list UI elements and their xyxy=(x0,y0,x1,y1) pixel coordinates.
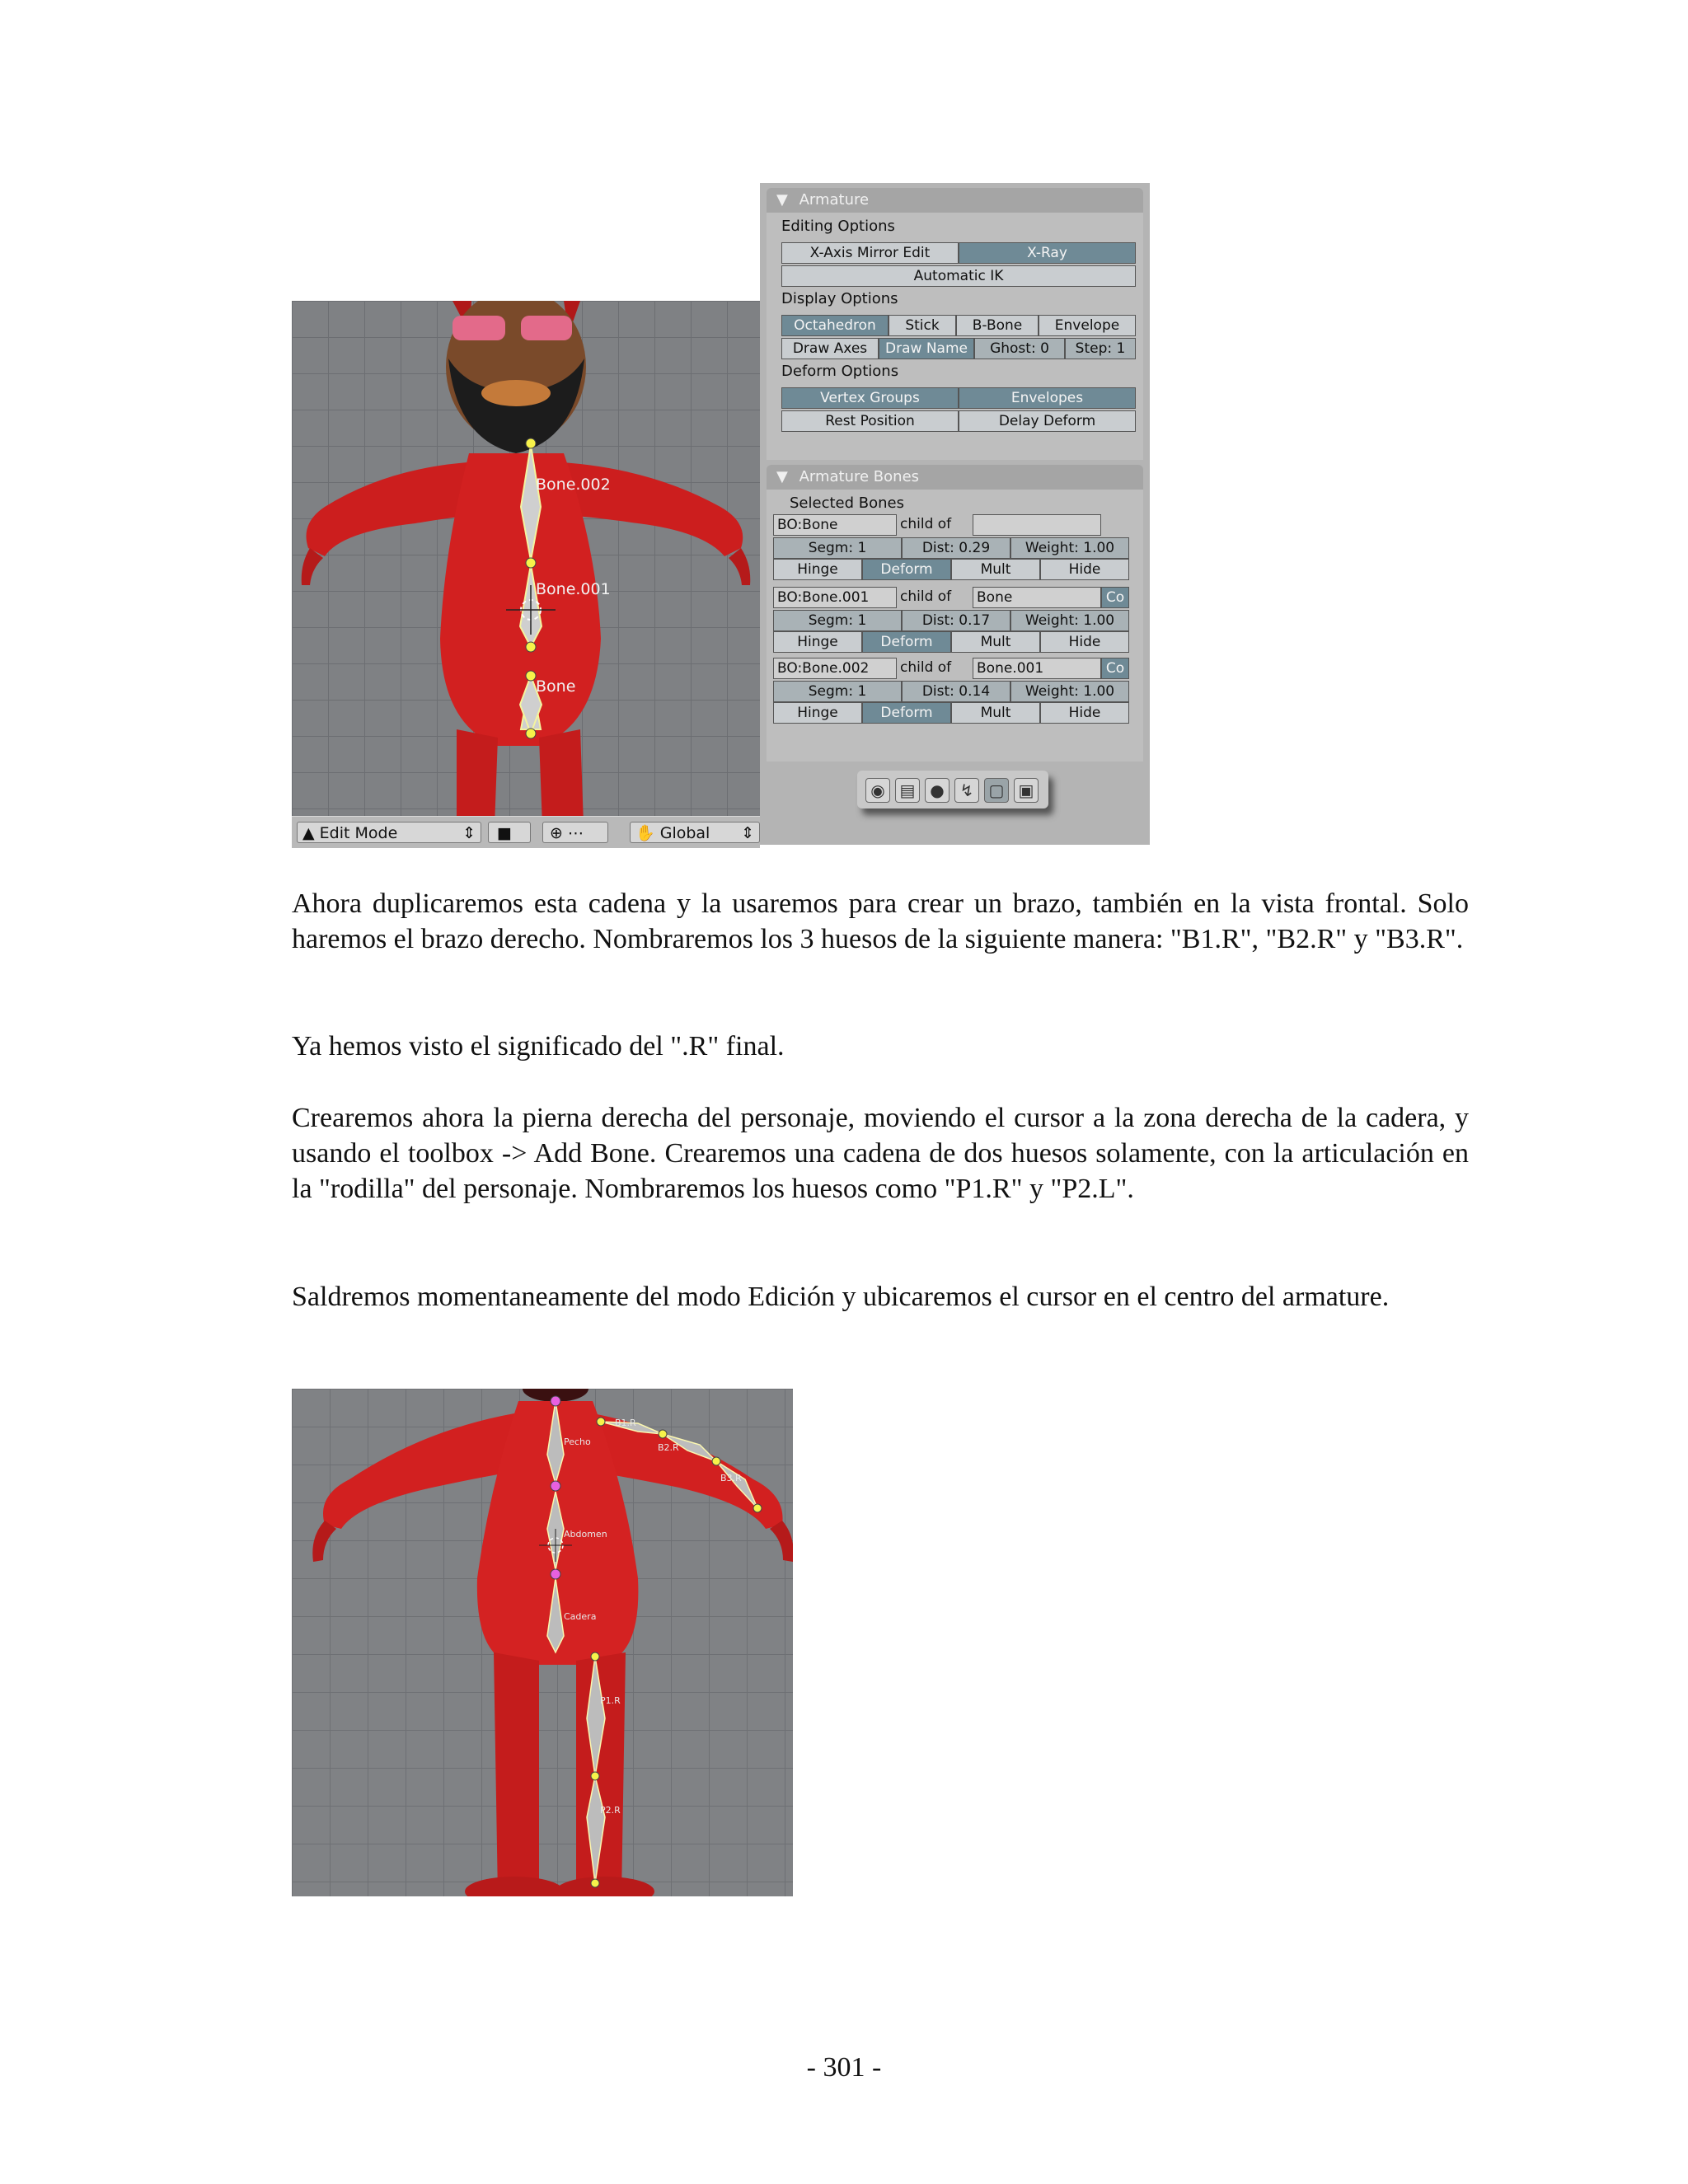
segm-field[interactable]: Segm: 1 xyxy=(773,681,902,702)
delay-deform-button[interactable]: Delay Deform xyxy=(959,410,1136,432)
object-icon[interactable]: ↯ xyxy=(954,778,979,803)
paragraph: Crearemos ahora la pierna derecha del personaje, moviendo el cursor a la zona derecha de la cadera, y usando el toolbox -> Add Bone. Crearemos una cadena de dos huesos solamente, con la articulación en la "rodilla" del personaje. Nombraremos los huesos como "P1.R" y "P2.L". xyxy=(292,1103,1469,1204)
logic-icon[interactable]: ◉ xyxy=(865,778,890,803)
envelope-button[interactable]: Envelope xyxy=(1039,315,1136,336)
weight-field[interactable]: Weight: 1.00 xyxy=(1010,537,1129,559)
child-of-label: child of xyxy=(900,659,952,676)
parent-select[interactable] xyxy=(973,587,1101,608)
parent-select[interactable] xyxy=(973,658,1101,679)
parent-select[interactable] xyxy=(973,514,1101,536)
vertex-groups-button[interactable]: Vertex Groups xyxy=(781,387,959,409)
bone-label: Cadera xyxy=(564,1611,597,1622)
paragraph: Ahora duplicaremos esta cadena y la usaremos para crear un brazo, también en la vista frontal. Solo haremos el brazo derecho. Nombraremos los 3 huesos de la siguiente manera: "B1.R", "B2.R" y "B3.R". xyxy=(292,888,1469,954)
automatic-ik-button[interactable]: Automatic IK xyxy=(781,265,1136,287)
context-toolbar xyxy=(857,771,1048,808)
updown-icon: ⇕ xyxy=(462,824,476,842)
selected-bones-label: Selected Bones xyxy=(790,494,904,512)
bone-label: P1.R xyxy=(600,1695,621,1706)
orientation-label: Global xyxy=(659,824,710,842)
bone-label: B3.R xyxy=(720,1473,742,1483)
viewport-header xyxy=(292,816,760,848)
bone-label: Pecho xyxy=(564,1436,591,1447)
deform-button[interactable]: Deform xyxy=(862,702,951,724)
display-options-label: Display Options xyxy=(781,290,898,307)
mode-select[interactable] xyxy=(297,822,481,843)
bone-name-field[interactable]: BO:Bone.002 xyxy=(773,658,897,679)
weight-field[interactable]: Weight: 1.00 xyxy=(1010,681,1129,702)
bone-label: Bone.002 xyxy=(536,476,611,494)
mult-button[interactable]: Mult xyxy=(951,631,1040,653)
pivot-buttons[interactable] xyxy=(542,822,608,843)
collapse-triangle-icon: ▼ xyxy=(776,191,788,209)
shading-icon[interactable]: ● xyxy=(925,778,950,803)
armature-bones-panel xyxy=(767,490,1143,762)
deform-button[interactable]: Deform xyxy=(862,559,951,580)
parent-value: Bone.001 xyxy=(977,660,1044,677)
collapse-triangle-icon: ▼ xyxy=(776,468,788,485)
hand-icon: ✋ xyxy=(635,824,655,842)
dist-field[interactable]: Dist: 0.29 xyxy=(902,537,1010,559)
page-number: - 301 - xyxy=(806,2052,882,2083)
panel-title: Armature Bones xyxy=(799,468,920,485)
cube-icon: ■ xyxy=(497,824,512,842)
hide-button[interactable]: Hide xyxy=(1040,559,1129,580)
connected-button[interactable]: Co xyxy=(1101,658,1129,679)
step-field[interactable]: Step: 1 xyxy=(1065,338,1136,359)
bone-label: Bone.001 xyxy=(536,580,611,598)
rig-viewport[interactable] xyxy=(292,1389,793,1896)
segm-field[interactable]: Segm: 1 xyxy=(773,537,902,559)
character-rig-view xyxy=(292,1389,793,1896)
panel-title: Armature xyxy=(799,191,870,209)
script-icon[interactable]: ▤ xyxy=(895,778,920,803)
blender-buttons-window xyxy=(760,183,1150,845)
stick-button[interactable]: Stick xyxy=(889,315,956,336)
armature-panel-header[interactable] xyxy=(767,188,1143,213)
hide-button[interactable]: Hide xyxy=(1040,702,1129,724)
draw-axes-button[interactable]: Draw Axes xyxy=(781,338,879,359)
deform-options-label: Deform Options xyxy=(781,363,899,380)
bone-label: B2.R xyxy=(658,1442,679,1453)
hinge-button[interactable]: Hinge xyxy=(773,559,862,580)
hide-button[interactable]: Hide xyxy=(1040,631,1129,653)
armature-panel xyxy=(767,213,1143,460)
segm-field[interactable]: Segm: 1 xyxy=(773,610,902,631)
parent-value: Bone xyxy=(977,589,1013,606)
bone-name-field[interactable]: BO:Bone xyxy=(773,514,897,536)
weight-field[interactable]: Weight: 1.00 xyxy=(1010,610,1129,631)
bone-label: B1.R xyxy=(615,1418,636,1428)
hinge-button[interactable]: Hinge xyxy=(773,631,862,653)
connected-button[interactable]: Co xyxy=(1101,587,1129,608)
paragraph: Saldremos momentaneamente del modo Edición y ubicaremos el cursor en el centro del armature. xyxy=(292,1282,1390,1312)
rest-position-button[interactable]: Rest Position xyxy=(781,410,959,432)
pivot-icon: ⊕ ⋯ xyxy=(550,824,584,842)
mode-label: Edit Mode xyxy=(319,824,398,842)
draw-name-button[interactable]: Draw Name xyxy=(879,338,974,359)
hinge-button[interactable]: Hinge xyxy=(773,702,862,724)
dist-field[interactable]: Dist: 0.17 xyxy=(902,610,1010,631)
b-bone-button[interactable]: B-Bone xyxy=(956,315,1039,336)
edit-mode-viewport[interactable] xyxy=(292,301,760,848)
ghost-field[interactable]: Ghost: 0 xyxy=(974,338,1065,359)
child-of-label: child of xyxy=(900,588,952,605)
character-front-view xyxy=(292,301,760,848)
scene-icon[interactable]: ▣ xyxy=(1014,778,1039,803)
x-ray-button[interactable]: X-Ray xyxy=(959,242,1136,264)
dist-field[interactable]: Dist: 0.14 xyxy=(902,681,1010,702)
updown-icon: ⇕ xyxy=(741,824,754,842)
bone-name-field[interactable]: BO:Bone.001 xyxy=(773,587,897,608)
orientation-select[interactable] xyxy=(630,822,760,843)
draw-type-select[interactable] xyxy=(488,822,531,843)
mult-button[interactable]: Mult xyxy=(951,559,1040,580)
mode-icon: ▲ xyxy=(302,824,315,842)
deform-button[interactable]: Deform xyxy=(862,631,951,653)
editing-icon[interactable]: ▢ xyxy=(984,778,1009,803)
editing-options-label: Editing Options xyxy=(781,218,895,235)
bone-label: Abdomen xyxy=(564,1529,607,1540)
octahedron-button[interactable]: Octahedron xyxy=(781,315,889,336)
x-axis-mirror-button[interactable]: X-Axis Mirror Edit xyxy=(781,242,959,264)
bone-label: Bone xyxy=(536,677,576,696)
paragraph: Ya hemos visto el significado del ".R" final. xyxy=(292,1031,785,1062)
mult-button[interactable]: Mult xyxy=(951,702,1040,724)
bone-label: P2.R xyxy=(600,1805,621,1816)
armature-bones-panel-header[interactable] xyxy=(767,465,1143,490)
envelopes-button[interactable]: Envelopes xyxy=(959,387,1136,409)
child-of-label: child of xyxy=(900,516,952,532)
